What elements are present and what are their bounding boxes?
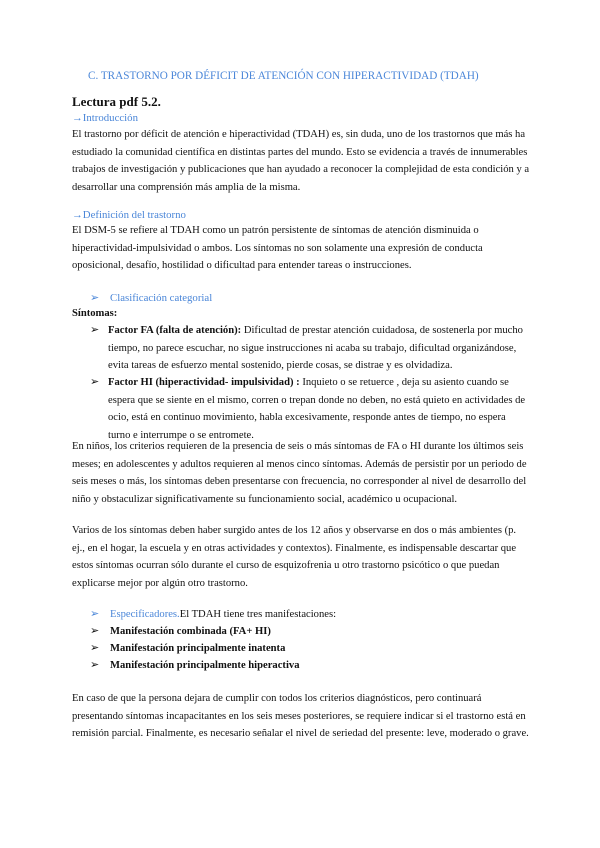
remission-paragraph: En caso de que la persona dejara de cumplir con todos los criterios diagnósticos, pero continuará presentando síntomas incapacitantes en los seis meses posteriores, se requiere indicar si el trastorno está en remisión parcial. Finalmente, es necesario señalar el nivel de seriedad del presente: leve, moderado o grave. [72, 693, 529, 739]
specifiers-title: Especificadores. [110, 609, 180, 620]
arrow-bullet-icon: ➢ [90, 642, 100, 654]
factor-fa-label: Factor FA (falta de atención): [108, 325, 242, 336]
specifier-item: Manifestación principalmente hiperactiva [110, 660, 300, 671]
section-heading: C. TRASTORNO POR DÉFICIT DE ATENCIÓN CON HIPERACTIVIDAD (TDAH) [88, 70, 479, 82]
arrow-bullet-icon: ➢ [90, 376, 100, 388]
classification-title: Clasificación categorial [110, 292, 213, 304]
intro-title: →Introducción [72, 112, 138, 124]
reading-reference: Lectura pdf 5.2. [72, 94, 161, 109]
arrow-bullet-icon: ➢ [90, 608, 100, 620]
arrow-bullet-icon: ➢ [90, 292, 100, 304]
arrow-bullet-icon: ➢ [90, 659, 100, 671]
specifiers-line [110, 606, 336, 624]
factor-hi-text: Inquieto o se retuerce , deja su asiento cuando se espera que se siente en el mismo, corren o trepan donde no deben, no está quieto en actividades de ocio, está en continuo movimiento, habla excesivamente, responde antes de tiempo, no espera turno e interrumpe o se entromete. [108, 377, 526, 441]
factor-hi-label: Factor HI (hiperactividad- impulsividad) : [108, 377, 300, 388]
intro-paragraph: El trastorno por déficit de atención e hiperactividad (TDAH) es, sin duda, uno de los trastornos que más ha estudiado la comunidad científica en distintas partes del mundo. Esto se evidencia a través de innumerables trabajos de investigación y publicaciones que han ayudado a reconocer la complejidad de esta condición y a desarrollar una comprensión más amplia de la misma. [72, 129, 530, 193]
definition-paragraph: El DSM-5 se refiere al TDAH como un patrón persistente de síntomas de atención disminuida o hiperactividad-impulsividad o ambos. Los síntomas no son solamente una expresión de conducta oposicional, desafío, hostilidad o dificultad para entender tareas o instrucciones. [72, 225, 483, 271]
symptoms-label: Síntomas: [72, 308, 118, 319]
definition-title: →Definición del trastorno [72, 209, 186, 221]
arrow-bullet-icon: ➢ [90, 324, 100, 336]
criteria-paragraph: En niños, los criterios requieren de la presencia de seis o más síntomas de FA o HI durante los últimos seis meses; en adolescentes y adultos requieren al menos cinco síntomas. Además de persistir por un periodo de seis meses o más, los síntomas deben presentarse con frecuencia, no corresponder al nivel de desarrollo del niño y obstaculizar significativamente su funcionamiento social, académico u ocupacional. [72, 441, 527, 505]
factor-fa-text: Dificultad de prestar atención cuidadosa, de sostenerla por mucho tiempo, no parece escuchar, no sigue instrucciones ni acaba su trabajo, dificultad organizándose, evita tareas de esfuerzo mental sostenido, pierde cosas, se distrae y es olvidadiza. [108, 325, 523, 371]
factor-hi-item [108, 374, 528, 444]
specifiers-text: El TDAH tiene tres manifestaciones: [179, 609, 337, 620]
specifier-item: Manifestación principalmente inatenta [110, 643, 286, 654]
arrow-bullet-icon: ➢ [90, 625, 100, 637]
onset-paragraph: Varios de los síntomas deben haber surgido antes de los 12 años y observarse en dos o más ambientes (p. ej., en el hogar, la escuela y en otras actividades y contextos). Finalmente, es indispensable descartar que estos síntomas ocurran sólo durante el curso de esquizofrenia u otro trastorno psicótico o que puedan explicarse mejor por algún otro trastorno. [72, 525, 517, 589]
factor-fa-item [108, 322, 528, 375]
specifier-item: Manifestación combinada (FA+ HI) [110, 626, 271, 637]
